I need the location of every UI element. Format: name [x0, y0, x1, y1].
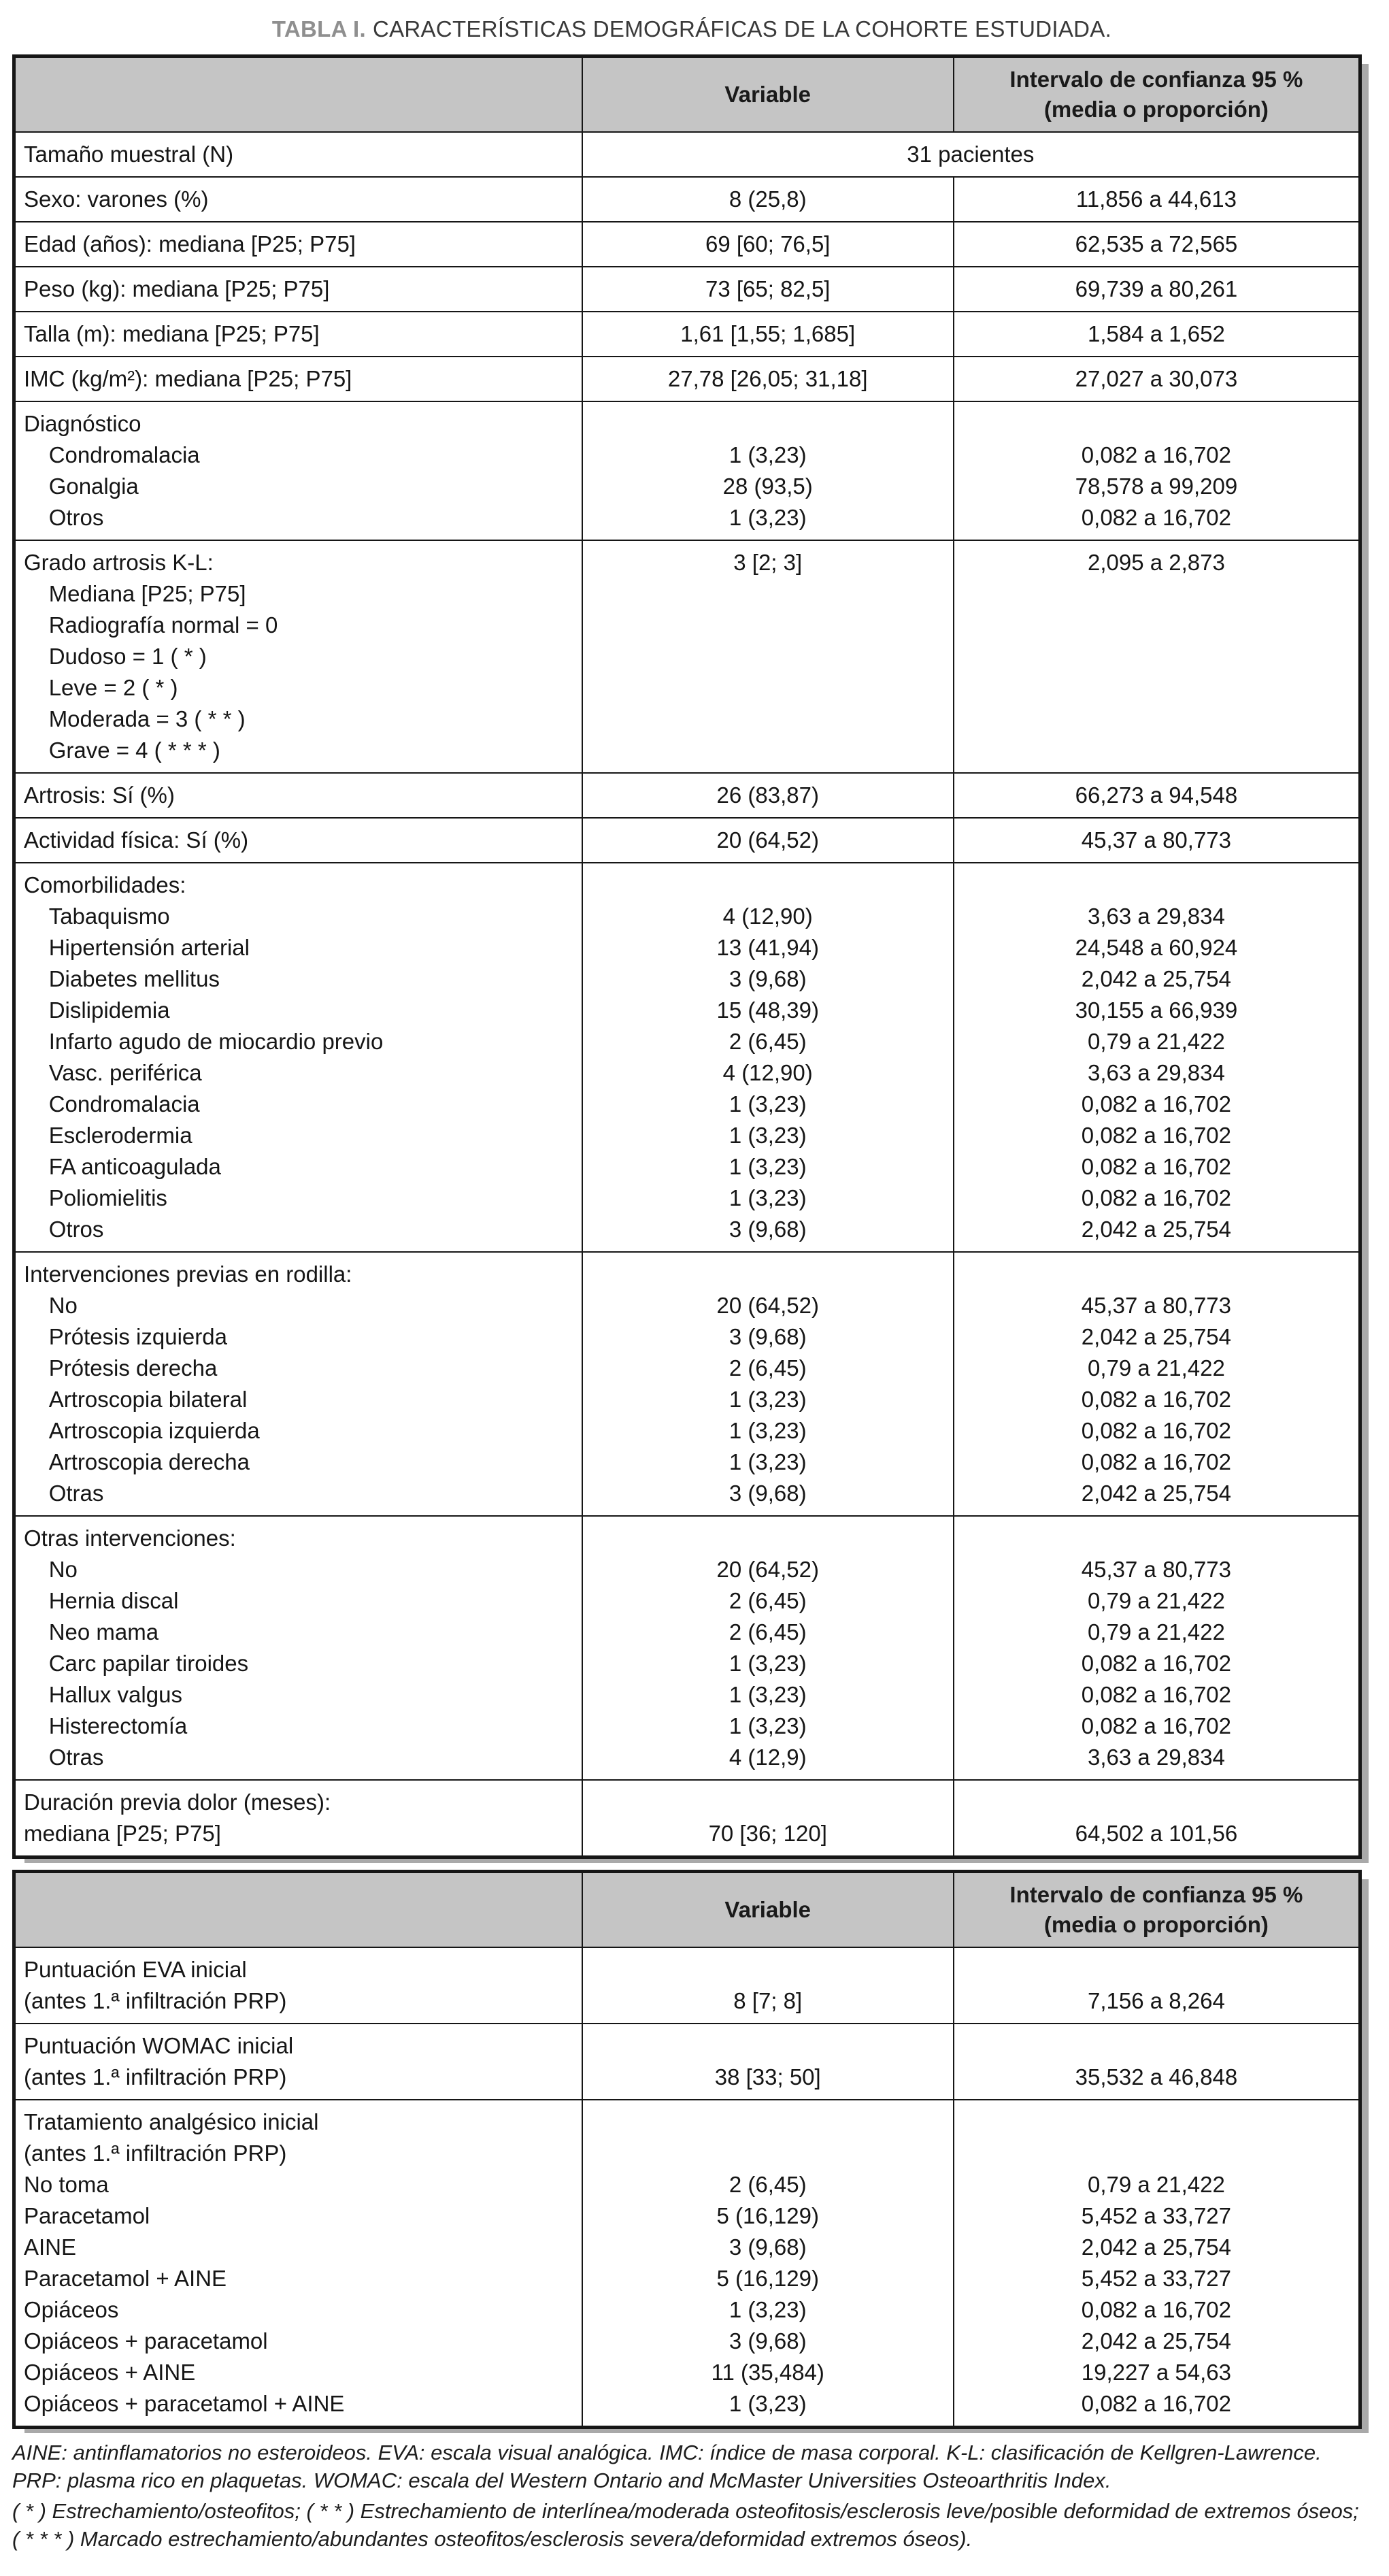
cell-line: Otros — [24, 1217, 104, 1242]
cell-line: mediana [P25; P75] — [24, 1821, 221, 1846]
cell-line: 2,042 a 25,754 — [1081, 966, 1232, 991]
row-label-cell — [14, 2100, 582, 2428]
cell-line: 78,578 a 99,209 — [1075, 474, 1238, 499]
cell-line: 24,548 a 60,924 — [1075, 935, 1238, 960]
cell-line: 0,082 a 16,702 — [1081, 1418, 1232, 1443]
row-ci-cell — [954, 357, 1360, 401]
cell-line: 2 (6,45) — [729, 1619, 807, 1645]
cell-line: Dislipidemia — [24, 997, 170, 1023]
cell-line: Otros — [24, 505, 104, 530]
table-row — [14, 1252, 1360, 1516]
row-label-cell — [14, 1947, 582, 2024]
row-variable-cell — [582, 177, 954, 222]
cell-line: Tamaño muestral (N) — [24, 142, 234, 167]
cell-line: 0,082 a 16,702 — [1081, 1154, 1232, 1179]
cell-line: Otras intervenciones: — [24, 1525, 236, 1551]
cell-line: Peso (kg): mediana [P25; P75] — [24, 276, 330, 301]
cell-line: 0,082 a 16,702 — [1081, 1123, 1232, 1148]
row-ci-cell — [954, 267, 1360, 312]
table-row — [14, 267, 1360, 312]
cell-line: Hipertensión arterial — [24, 935, 250, 960]
cell-line: Gonalgia — [24, 474, 139, 499]
cell-line: 0,082 a 16,702 — [1081, 2391, 1232, 2416]
cell-line: FA anticoagulada — [24, 1154, 221, 1179]
data-table-1 — [12, 54, 1362, 1859]
header-ci-line: (media o proporción) — [1043, 1912, 1269, 1937]
cell-line: 45,37 a 80,773 — [1081, 1293, 1232, 1318]
cell-line: 1 (3,23) — [729, 1682, 807, 1707]
cell-line: 8 (25,8) — [729, 186, 807, 212]
row-ci-cell — [954, 1780, 1360, 1857]
cell-line: 11 (35,484) — [711, 2360, 824, 2385]
cell-line: Vasc. periférica — [24, 1060, 202, 1085]
cell-line: Edad (años): mediana [P25; P75] — [24, 231, 356, 257]
header-empty-cell — [14, 1872, 582, 1948]
cell-line: 2,042 a 25,754 — [1081, 2234, 1232, 2260]
cell-line: Dudoso = 1 ( * ) — [24, 644, 207, 669]
cell-line: Duración previa dolor (meses): — [24, 1789, 331, 1815]
row-label-cell — [14, 540, 582, 773]
cell-line: 15 (48,39) — [716, 997, 819, 1023]
cell-line: Grave = 4 ( * * * ) — [24, 738, 220, 763]
header-ci-line: Intervalo de confianza 95 % — [1009, 1882, 1303, 1907]
row-variable-cell — [582, 1947, 954, 2024]
header-ci-line: (media o proporción) — [1043, 97, 1269, 122]
cell-line: Artrosis: Sí (%) — [24, 782, 175, 808]
cell-line: 1 (3,23) — [729, 1713, 807, 1738]
cell-line: 0,082 a 16,702 — [1081, 442, 1232, 467]
row-label-cell — [14, 1780, 582, 1857]
cell-line: 2,042 a 25,754 — [1081, 2328, 1232, 2354]
cell-line: 2 (6,45) — [729, 1029, 807, 1054]
row-ci-cell — [954, 222, 1360, 267]
cell-line: No — [24, 1293, 78, 1318]
cell-line: 4 (12,9) — [729, 1745, 807, 1770]
table-header — [14, 56, 1360, 133]
cell-line: 0,082 a 16,702 — [1081, 505, 1232, 530]
cell-line: 0,082 a 16,702 — [1081, 1387, 1232, 1412]
row-ci-cell — [954, 2024, 1360, 2100]
cell-line: 7,156 a 8,264 — [1087, 1988, 1225, 2013]
cell-line: 1,61 [1,55; 1,685] — [680, 321, 856, 346]
row-variable-cell — [582, 1516, 954, 1780]
table-row — [14, 540, 1360, 773]
cell-line: No toma — [24, 2172, 109, 2197]
cell-line: 38 [33; 50] — [714, 2064, 821, 2090]
cell-line: Actividad física: Sí (%) — [24, 827, 249, 853]
cell-line: 1 (3,23) — [729, 1449, 807, 1474]
row-label-cell — [14, 132, 582, 177]
cell-line: 3 (9,68) — [729, 2234, 807, 2260]
cell-line — [590, 1523, 946, 1554]
cell-line: 35,532 a 46,848 — [1075, 2064, 1238, 2090]
cell-line: Opiáceos — [24, 2297, 119, 2322]
cell-line: Condromalacia — [24, 442, 200, 467]
row-variable-cell — [582, 312, 954, 357]
cell-line — [590, 1787, 946, 1818]
cell-line — [961, 2107, 1352, 2138]
row-label-cell — [14, 357, 582, 401]
table-row — [14, 132, 1360, 177]
cell-line: 2,042 a 25,754 — [1081, 1217, 1232, 1242]
cell-line: 1 (3,23) — [729, 2297, 807, 2322]
cell-line: 20 (64,52) — [716, 1293, 819, 1318]
cell-line: 2,042 a 25,754 — [1081, 1324, 1232, 1349]
cell-line — [961, 1787, 1352, 1818]
cell-line: Sexo: varones (%) — [24, 186, 209, 212]
row-variable-cell — [582, 818, 954, 863]
row-variable-cell — [582, 2100, 954, 2428]
cell-line: Carc papilar tiroides — [24, 1651, 249, 1676]
table-row — [14, 357, 1360, 401]
table-body — [14, 1947, 1360, 2428]
header-ci-cell — [954, 1872, 1360, 1948]
cell-line: Comorbilidades: — [24, 872, 186, 897]
cell-line: Puntuación EVA inicial — [24, 1957, 247, 1982]
cell-line: 69 [60; 76,5] — [705, 231, 831, 257]
cell-line: 70 [36; 120] — [708, 1821, 827, 1846]
row-label-cell — [14, 863, 582, 1252]
table-row — [14, 312, 1360, 357]
cell-line — [590, 408, 946, 440]
cell-line: Tabaquismo — [24, 904, 170, 929]
row-label-cell — [14, 818, 582, 863]
cell-line: Talla (m): mediana [P25; P75] — [24, 321, 320, 346]
cell-line: 69,739 a 80,261 — [1075, 276, 1238, 301]
cell-line: Puntuación WOMAC inicial — [24, 2033, 294, 2058]
cell-line — [590, 870, 946, 901]
cell-line: 1 (3,23) — [729, 1418, 807, 1443]
table-row — [14, 773, 1360, 818]
cell-line: 31 pacientes — [907, 142, 1035, 167]
cell-line: 11,856 a 44,613 — [1075, 186, 1237, 212]
row-ci-cell — [954, 1516, 1360, 1780]
row-variable-cell — [582, 773, 954, 818]
cell-line: 45,37 a 80,773 — [1081, 827, 1232, 853]
cell-line: 20 (64,52) — [716, 1557, 819, 1582]
cell-line: 5,452 a 33,727 — [1081, 2266, 1232, 2291]
row-ci-cell — [954, 312, 1360, 357]
cell-line: 5 (16,129) — [716, 2203, 819, 2228]
cell-line: 13 (41,94) — [716, 935, 819, 960]
cell-line: Paracetamol + AINE — [24, 2266, 227, 2291]
cell-line: 45,37 a 80,773 — [1081, 1557, 1232, 1582]
cell-line: 3 [2; 3] — [733, 550, 803, 575]
cell-line: Grado artrosis K-L: — [24, 550, 214, 575]
cell-line: 3,63 a 29,834 — [1087, 1060, 1225, 1085]
table-row — [14, 2024, 1360, 2100]
cell-line: 66,273 a 94,548 — [1075, 782, 1238, 808]
cell-line: Radiografía normal = 0 — [24, 612, 278, 638]
cell-line: 73 [65; 82,5] — [705, 276, 831, 301]
table-title-label: TABLA I. — [271, 16, 366, 42]
cell-line: Hallux valgus — [24, 1682, 182, 1707]
span-value-cell — [582, 132, 1360, 177]
cell-line — [961, 2030, 1352, 2062]
cell-line — [590, 1259, 946, 1290]
cell-line: 28 (93,5) — [722, 474, 813, 499]
cell-line: Prótesis izquierda — [24, 1324, 227, 1349]
cell-line: Artroscopia bilateral — [24, 1387, 248, 1412]
cell-line — [961, 870, 1352, 901]
row-ci-cell — [954, 540, 1360, 773]
cell-line: Leve = 2 ( * ) — [24, 675, 178, 700]
row-variable-cell — [582, 1252, 954, 1516]
cell-line: Diagnóstico — [24, 411, 141, 436]
cell-line: 4 (12,90) — [722, 1060, 813, 1085]
cell-line: 8 [7; 8] — [733, 1988, 803, 2013]
cell-line: 1 (3,23) — [729, 2391, 807, 2416]
cell-line — [961, 408, 1352, 440]
row-label-cell — [14, 222, 582, 267]
cell-line: Infarto agudo de miocardio previo — [24, 1029, 384, 1054]
cell-line: 27,027 a 30,073 — [1075, 366, 1238, 391]
cell-line: (antes 1.ª infiltración PRP) — [24, 2141, 287, 2166]
header-variable-cell: Variable — [582, 56, 954, 133]
cell-line: Paracetamol — [24, 2203, 150, 2228]
cell-line: 0,79 a 21,422 — [1087, 1619, 1225, 1645]
row-variable-cell — [582, 2024, 954, 2100]
row-ci-cell — [954, 2100, 1360, 2428]
cell-line: Esclerodermia — [24, 1123, 193, 1148]
header-ci-line: Intervalo de confianza 95 % — [1009, 67, 1303, 92]
cell-line: Prótesis derecha — [24, 1355, 218, 1381]
table-title — [12, 16, 1371, 42]
cell-line: Otras — [24, 1745, 104, 1770]
cell-line: 27,78 [26,05; 31,18] — [667, 366, 868, 391]
cell-line: Opiáceos + paracetamol — [24, 2328, 268, 2354]
row-variable-cell — [582, 863, 954, 1252]
table-row — [14, 2100, 1360, 2428]
cell-line: 0,082 a 16,702 — [1081, 2297, 1232, 2322]
cell-line: 5,452 a 33,727 — [1081, 2203, 1232, 2228]
cell-line: 1 (3,23) — [729, 1185, 807, 1210]
header-row — [14, 56, 1360, 133]
row-variable-cell — [582, 267, 954, 312]
cell-line: No — [24, 1557, 78, 1582]
header-row — [14, 1872, 1360, 1948]
table-row — [14, 177, 1360, 222]
cell-line: Histerectomía — [24, 1713, 188, 1738]
cell-line: 2 (6,45) — [729, 1588, 807, 1613]
cell-line: 0,082 a 16,702 — [1081, 1091, 1232, 1117]
table-row — [14, 401, 1360, 540]
cell-line — [590, 2138, 946, 2169]
cell-line: Artroscopia izquierda — [24, 1418, 260, 1443]
cell-line: 3 (9,68) — [729, 1481, 807, 1506]
cell-line: 19,227 a 54,63 — [1081, 2360, 1232, 2385]
cell-line: 1,584 a 1,652 — [1087, 321, 1225, 346]
cell-line: 2 (6,45) — [729, 1355, 807, 1381]
cell-line: 0,79 a 21,422 — [1087, 2172, 1225, 2197]
cell-line: 1 (3,23) — [729, 1651, 807, 1676]
row-ci-cell — [954, 401, 1360, 540]
cell-line: Neo mama — [24, 1619, 159, 1645]
cell-line — [590, 1954, 946, 1985]
tables-container — [12, 54, 1371, 2429]
cell-line — [590, 2030, 946, 2062]
cell-line: 20 (64,52) — [716, 827, 819, 853]
cell-line: Opiáceos + paracetamol + AINE — [24, 2391, 345, 2416]
cell-line: 0,082 a 16,702 — [1081, 1713, 1232, 1738]
cell-line — [590, 2107, 946, 2138]
cell-line: 30,155 a 66,939 — [1075, 997, 1238, 1023]
cell-line: 0,082 a 16,702 — [1081, 1185, 1232, 1210]
cell-line: Poliomielitis — [24, 1185, 167, 1210]
data-table-2 — [12, 1870, 1362, 2429]
table-header — [14, 1872, 1360, 1948]
row-label-cell — [14, 267, 582, 312]
cell-line: 2 (6,45) — [729, 2172, 807, 2197]
cell-line: 0,082 a 16,702 — [1081, 1449, 1232, 1474]
cell-line — [961, 1259, 1352, 1290]
cell-line: 1 (3,23) — [729, 1154, 807, 1179]
cell-line: Opiáceos + AINE — [24, 2360, 196, 2385]
cell-line: Artroscopia derecha — [24, 1449, 250, 1474]
cell-line: 5 (16,129) — [716, 2266, 819, 2291]
table-row — [14, 1947, 1360, 2024]
row-label-cell — [14, 312, 582, 357]
table-row — [14, 1780, 1360, 1857]
footnotes — [12, 2439, 1366, 2553]
cell-line: 62,535 a 72,565 — [1075, 231, 1238, 257]
cell-line: (antes 1.ª infiltración PRP) — [24, 1988, 287, 2013]
cell-line: 3,63 a 29,834 — [1087, 904, 1225, 929]
cell-line: Condromalacia — [24, 1091, 200, 1117]
cell-line: Tratamiento analgésico inicial — [24, 2109, 319, 2134]
cell-line: IMC (kg/m²): mediana [P25; P75] — [24, 366, 352, 391]
cell-line: 3 (9,68) — [729, 1217, 807, 1242]
cell-line: 0,79 a 21,422 — [1087, 1588, 1225, 1613]
row-variable-cell — [582, 357, 954, 401]
cell-line: 1 (3,23) — [729, 1091, 807, 1117]
footnote-symbols: ( * ) Estrechamiento/osteofitos; ( * * ) Estrechamiento de interlínea/moderada osteofitosis/esclerosis leve/posible deformidad de extremos óseos; ( * * * ) Marcado estrechamiento/abundantes osteofitos/esclerosis severa/deformidad extremos óseos). — [12, 2499, 1359, 2551]
cell-line: Moderada = 3 ( * * ) — [24, 706, 246, 731]
row-variable-cell — [582, 1780, 954, 1857]
cell-line: 3 (9,68) — [729, 966, 807, 991]
cell-line: 3 (9,68) — [729, 2328, 807, 2354]
row-label-cell — [14, 1516, 582, 1780]
table-title-text: CARACTERÍSTICAS DEMOGRÁFICAS DE LA COHORTE ESTUDIADA. — [372, 16, 1112, 42]
cell-line — [961, 1523, 1352, 1554]
cell-line — [961, 2138, 1352, 2169]
cell-line: 0,082 a 16,702 — [1081, 1651, 1232, 1676]
table-row — [14, 222, 1360, 267]
row-label-cell — [14, 2024, 582, 2100]
row-variable-cell — [582, 540, 954, 773]
row-ci-cell — [954, 773, 1360, 818]
cell-line: AINE — [24, 2234, 77, 2260]
row-label-cell — [14, 401, 582, 540]
table-row — [14, 818, 1360, 863]
cell-line: (antes 1.ª infiltración PRP) — [24, 2064, 287, 2090]
row-variable-cell — [582, 401, 954, 540]
cell-line: Otras — [24, 1481, 104, 1506]
cell-line: 1 (3,23) — [729, 505, 807, 530]
cell-line: 4 (12,90) — [722, 904, 813, 929]
cell-line: 0,79 a 21,422 — [1087, 1355, 1225, 1381]
row-ci-cell — [954, 863, 1360, 1252]
header-ci-cell — [954, 56, 1360, 133]
row-ci-cell — [954, 1947, 1360, 2024]
row-label-cell — [14, 773, 582, 818]
header-empty-cell — [14, 56, 582, 133]
cell-line: Mediana [P25; P75] — [24, 581, 246, 606]
cell-line: 0,79 a 21,422 — [1087, 1029, 1225, 1054]
row-ci-cell — [954, 818, 1360, 863]
cell-line: 1 (3,23) — [729, 442, 807, 467]
row-ci-cell — [954, 177, 1360, 222]
row-label-cell — [14, 1252, 582, 1516]
header-variable-cell: Variable — [582, 1872, 954, 1948]
cell-line: 0,082 a 16,702 — [1081, 1682, 1232, 1707]
cell-line: Diabetes mellitus — [24, 966, 220, 991]
cell-line: 26 (83,87) — [716, 782, 819, 808]
cell-line: 3,63 a 29,834 — [1087, 1745, 1225, 1770]
cell-line: 1 (3,23) — [729, 1387, 807, 1412]
cell-line: 2,042 a 25,754 — [1081, 1481, 1232, 1506]
table-row — [14, 863, 1360, 1252]
cell-line: 3 (9,68) — [729, 1324, 807, 1349]
footnote-abbreviations: AINE: antinflamatorios no esteroideos. EVA: escala visual analógica. IMC: índice de masa corporal. K-L: clasificación de Kellgren-Lawrence. PRP: plasma rico en plaquetas. WOMAC: escala del Western Ontario and McMaster Universities Osteoarthritis Index. — [12, 2441, 1322, 2492]
cell-line: 64,502 a 101,56 — [1075, 1821, 1238, 1846]
cell-line: Intervenciones previas en rodilla: — [24, 1261, 352, 1287]
row-variable-cell — [582, 222, 954, 267]
cell-line: 1 (3,23) — [729, 1123, 807, 1148]
table-body — [14, 132, 1360, 1857]
row-ci-cell — [954, 1252, 1360, 1516]
row-label-cell — [14, 177, 582, 222]
cell-line — [961, 1954, 1352, 1985]
cell-line: Hernia discal — [24, 1588, 179, 1613]
cell-line: 2,095 a 2,873 — [1087, 550, 1225, 575]
table-row — [14, 1516, 1360, 1780]
